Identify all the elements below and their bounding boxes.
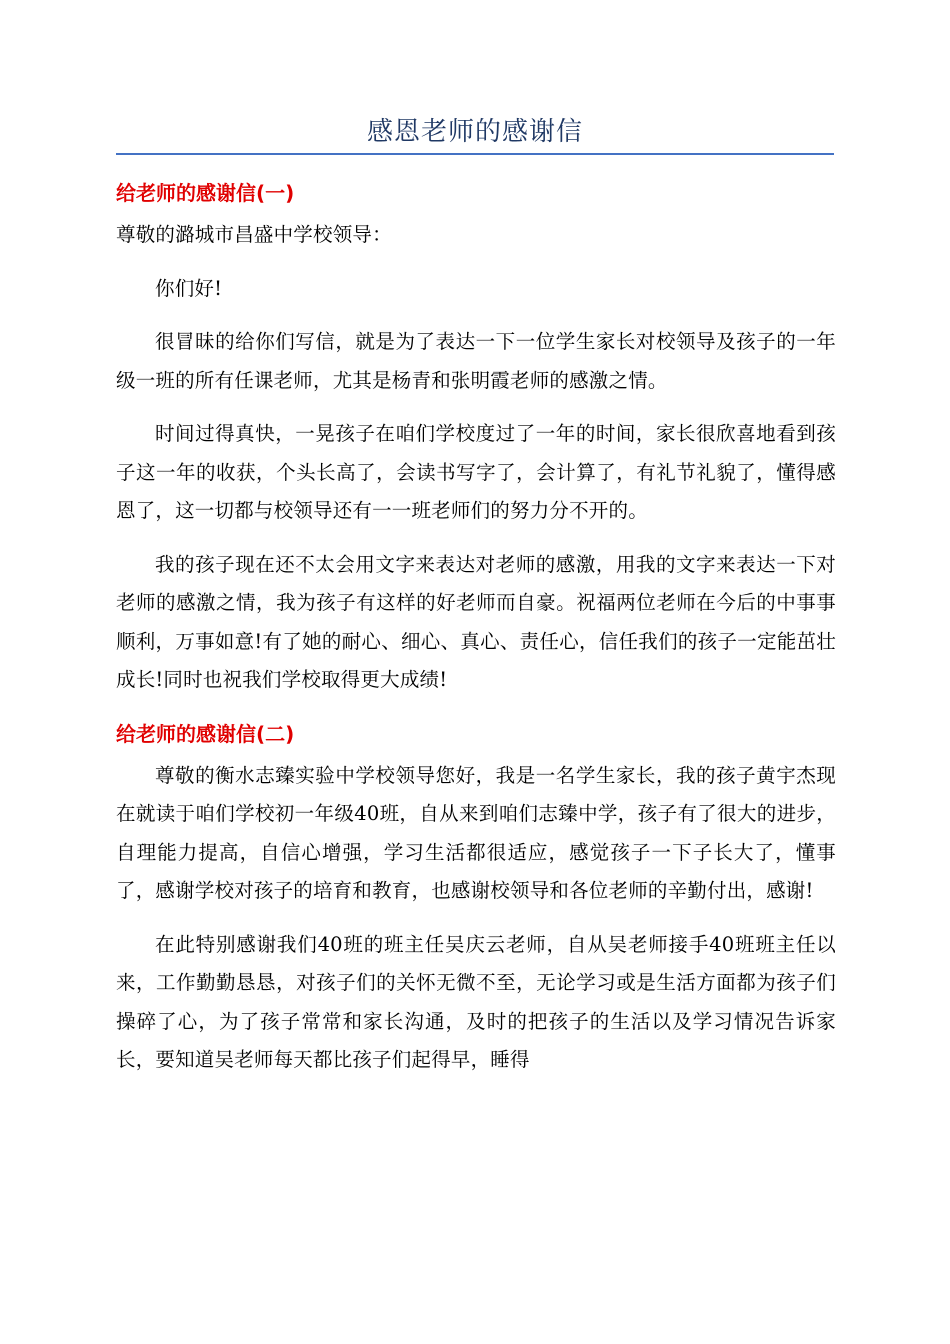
- section-2-heading: 给老师的感谢信(二): [116, 721, 295, 746]
- section-1-heading: 给老师的感谢信(一): [116, 181, 295, 205]
- section-1-paragraph: 我的孩子现在还不太会用文字来表达对老师的感激，用我的文字来表达一下对老师的感激之情，我为孩子有这样的好老师而自豪。祝福两位老师在今后的中事事顺利，万事如意!有了她的耐心、细心、真心、责任心，信任我们的孩子一定能茁壮成长!同时也祝我们学校取得更大成绩!: [116, 552, 836, 691]
- document-title: 感恩老师的感谢信: [366, 117, 583, 147]
- section-1-greeting: 你们好!: [155, 276, 223, 300]
- section-2-paragraph: 尊敬的衡水志臻实验中学校领导您好，我是一名学生家长，我的孩子黄宇杰现在就读于咱们学校初一年级40班，自从来到咱们志臻中学，孩子有了很大的进步，自理能力提高，自信心增强，学习生活都很适应，感觉孩子一下子长大了，懂事了，感谢学校对孩子的培育和教育，也感谢校领导和各位老师的辛勤付出，感谢!: [116, 763, 836, 902]
- section-1-salutation: 尊敬的潞城市昌盛中学校领导：: [116, 223, 392, 246]
- section-2-paragraph: 在此特别感谢我们40班的班主任吴庆云老师，自从吴老师接手40班班主任以来，工作勤勤恳恳，对孩子们的关怀无微不至，无论学习或是生活方面都为孩子们操碎了心，为了孩子常常和家长沟通，及时的把孩子的生活以及学习情况告诉家长，要知道吴老师每天都比孩子们起得早，睡得: [116, 932, 836, 1071]
- section-1-paragraph: 很冒昧的给你们写信，就是为了表达一下一位学生家长对校领导及孩子的一年级一班的所有任课老师，尤其是杨青和张明霞老师的感激之情。: [116, 330, 836, 392]
- section-1-paragraph: 时间过得真快，一晃孩子在咱们学校度过了一年的时间，家长很欣喜地看到孩子这一年的收获，个头长高了，会读书写字了，会计算了，有礼节礼貌了，懂得感恩了，这一切都与校领导还有一一班老师们的努力分不开的。: [116, 422, 836, 522]
- title-underline: [116, 153, 834, 155]
- document-body: [116, 174, 836, 1095]
